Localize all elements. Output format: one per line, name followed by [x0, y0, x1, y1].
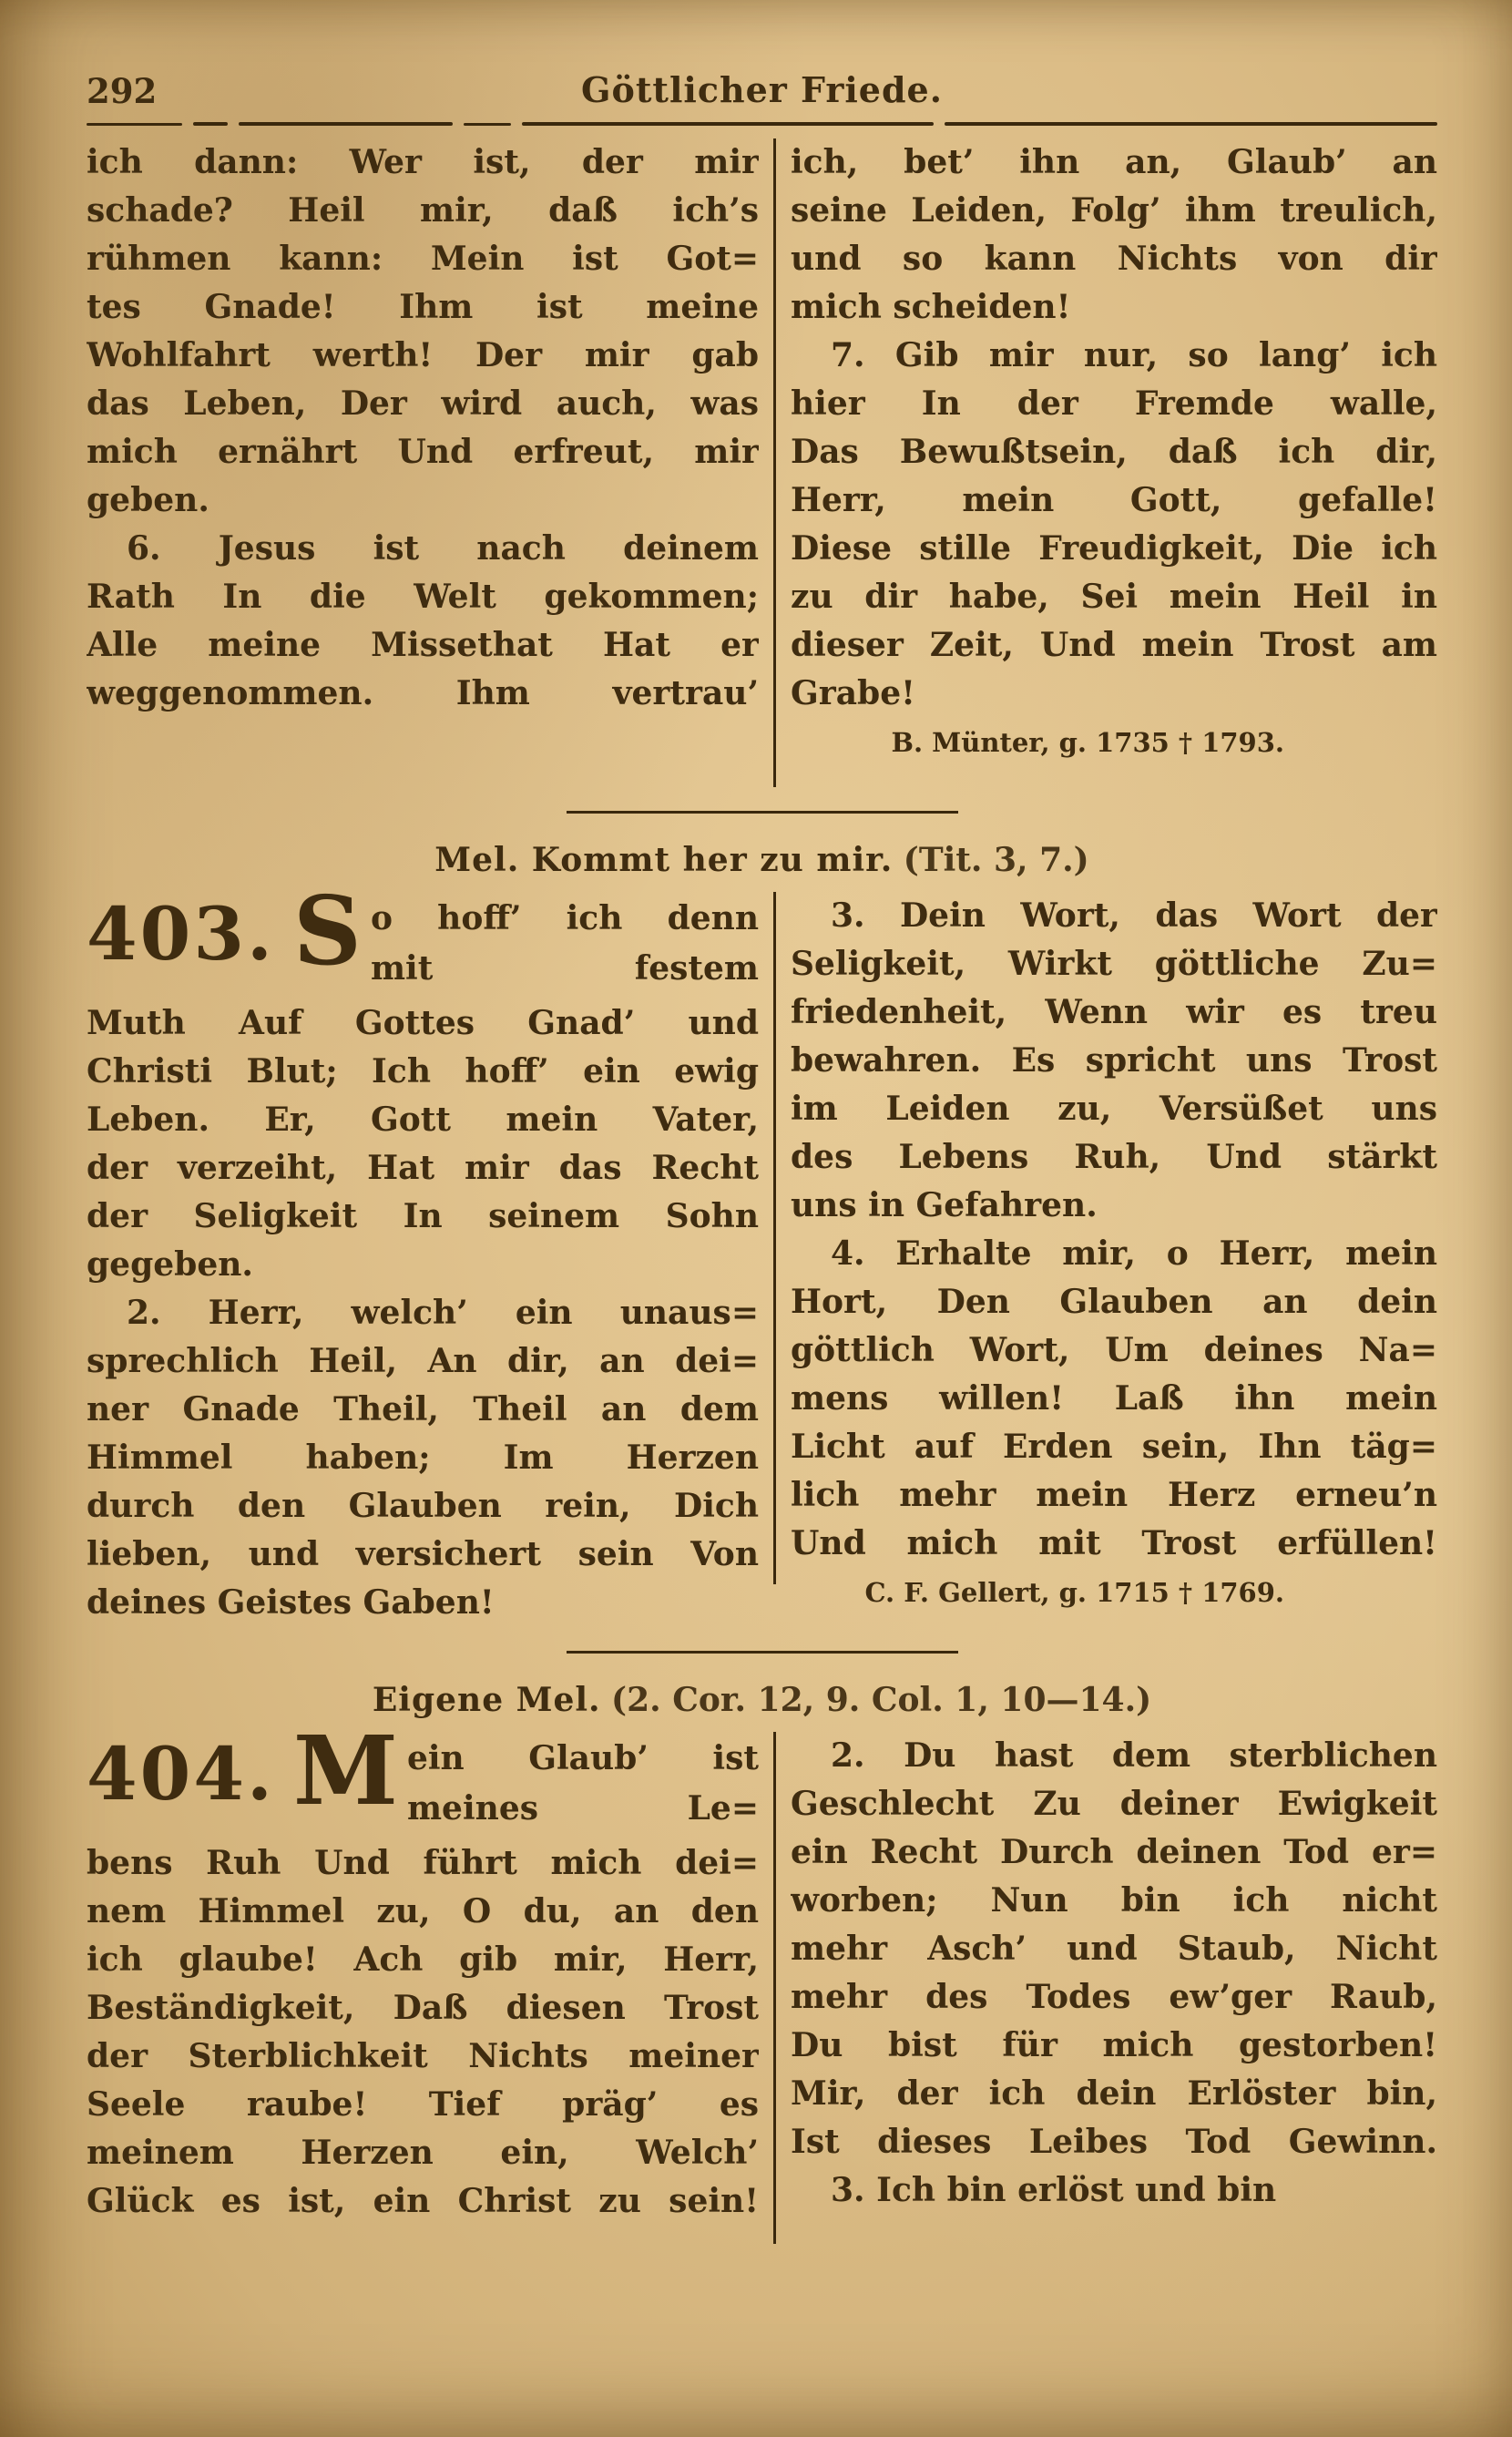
text-line: mich ernährt Und erfreut, mir	[87, 433, 759, 471]
text-line: tes Gnade! Ihm ist meine	[87, 288, 759, 326]
text-line: nem Himmel zu, O du, an den	[87, 1892, 759, 1930]
text-line: Seele raube! Tief präg’ es	[87, 2085, 759, 2124]
melody-heading-404	[87, 1651, 1437, 1719]
text-line: Hort, Den Glauben an dein	[791, 1283, 1437, 1321]
opener-lines	[407, 1732, 759, 1834]
text-line: sprechlich Heil, An dir, an dei=	[87, 1342, 759, 1380]
text-line: geben.	[87, 481, 209, 519]
text-line: meinem Herzen ein, Welch’	[87, 2134, 759, 2172]
text-line: 7. Gib mir nur, so lang’ ich	[831, 336, 1437, 374]
text-line: und so kann Nichts von dir	[791, 240, 1437, 278]
author-attribution: C. F. Gellert, g. 1715 † 1769.	[864, 1577, 1284, 1608]
text-line: 3. Dein Wort, das Wort der	[831, 896, 1437, 935]
text-line: uns in Gefahren.	[791, 1186, 1098, 1224]
column-divider-cell	[759, 892, 791, 1627]
text-line: mit festem	[370, 949, 759, 988]
text-line: ich glaube! Ach gib mir, Herr,	[87, 1940, 759, 1979]
melody-line	[87, 1681, 1437, 1719]
text-line: weggenommen. Ihm vertrau’	[87, 674, 759, 712]
text-line: Beständigkeit, Daß diesen Trost	[87, 1989, 759, 2027]
text-line: Du bist für mich gestorben!	[791, 2026, 1437, 2064]
drop-cap-initial: M	[292, 1732, 398, 1827]
text-line: deines Geistes Gaben!	[87, 1583, 495, 1622]
hymn-opener	[87, 892, 759, 999]
hymn-number: 403.	[87, 892, 275, 977]
section-rule	[567, 1651, 958, 1654]
text-line: worben; Nun bin ich nicht	[791, 1881, 1437, 1920]
column-divider	[773, 892, 776, 1584]
text-line: ich dann: Wer ist, der mir	[87, 143, 759, 181]
text-line: des Lebens Ruh, Und stärkt	[791, 1138, 1437, 1176]
text-line: Das Bewußtsein, daß ich dir,	[791, 433, 1437, 471]
text-line: Himmel haben; Im Herzen	[87, 1439, 759, 1477]
rule-segment	[945, 122, 1437, 126]
text-line: 6. Jesus ist nach deinem	[127, 529, 759, 568]
right-column	[791, 892, 1437, 1627]
melody-title: Eigene Mel.	[372, 1681, 601, 1719]
melody-heading-403	[87, 811, 1437, 879]
text-line: der verzeiht, Hat mir das Recht	[87, 1149, 759, 1187]
left-column	[87, 892, 759, 1627]
text-line: seine Leiden, Folg’ ihm treulich,	[791, 191, 1437, 230]
column-divider-cell	[759, 1732, 791, 2244]
left-column	[87, 1732, 759, 2244]
page-content	[87, 66, 1437, 2244]
hymn-404-section	[87, 1732, 1437, 2244]
text-line: Leben. Er, Gott mein Vater,	[87, 1101, 759, 1139]
author-attribution: B. Münter, g. 1735 † 1793.	[891, 727, 1284, 758]
text-line: mehr Asch’ und Staub, Nicht	[791, 1930, 1437, 1968]
text-line: ein Glaub’ ist	[406, 1739, 759, 1777]
text-line: Diese stille Freudigkeit, Die ich	[791, 529, 1437, 568]
text-line: Licht auf Erden sein, Ihn täg=	[791, 1428, 1437, 1466]
text-line: das Leben, Der wird auch, was	[87, 384, 759, 423]
hymn-continuation-section	[87, 138, 1437, 787]
text-line: bewahren. Es spricht uns Trost	[791, 1041, 1437, 1080]
text-line: bens Ruh Und führt mich dei=	[87, 1844, 759, 1882]
text-line: der Sterblichkeit Nichts meiner	[87, 2037, 759, 2075]
right-column	[791, 138, 1437, 787]
scripture-reference: (Tit. 3, 7.)	[903, 841, 1089, 879]
text-line: Rath In die Welt gekommen;	[87, 578, 759, 616]
text-line: 4. Erhalte mir, o Herr, mein	[831, 1234, 1437, 1273]
right-column	[791, 1732, 1437, 2244]
text-line: Muth Auf Gottes Gnad’ und	[87, 1004, 759, 1042]
rule-segment	[522, 122, 934, 126]
text-line: Glück es ist, ein Christ zu sein!	[87, 2182, 759, 2220]
column-divider	[773, 1732, 776, 2244]
text-line: Grabe!	[791, 674, 915, 712]
text-line: der Seligkeit In seinem Sohn	[87, 1197, 759, 1235]
text-line: friedenheit, Wenn wir es treu	[791, 993, 1437, 1031]
text-line: Herr, mein Gott, gefalle!	[791, 481, 1437, 519]
rule-segment	[464, 123, 511, 126]
column-divider-cell	[759, 138, 791, 787]
text-line: lieben, und versichert sein Von	[87, 1535, 759, 1573]
text-line: im Leiden zu, Versüßet uns	[791, 1090, 1437, 1128]
text-line: ein Recht Durch deinen Tod er=	[791, 1833, 1437, 1871]
text-line: Geschlecht Zu deiner Ewigkeit	[791, 1785, 1437, 1823]
rule-segment	[193, 122, 228, 126]
text-line: Christi Blut; Ich hoff’ ein ewig	[87, 1052, 759, 1091]
text-line: 2. Du hast dem sterblichen	[831, 1736, 1437, 1775]
melody-title: Mel. Kommt her zu mir.	[434, 841, 894, 879]
rule-segment	[87, 123, 182, 126]
hymn-403-section	[87, 892, 1437, 1627]
page-title: Göttlicher Friede.	[581, 69, 943, 110]
text-line: göttlich Wort, Um deines Na=	[791, 1331, 1437, 1369]
text-line: Und mich mit Trost erfüllen!	[791, 1524, 1437, 1562]
page-number: 292	[87, 71, 158, 111]
text-line: Alle meine Missethat Hat er	[87, 626, 759, 664]
text-line: Ist dieses Leibes Tod Gewinn.	[791, 2123, 1437, 2161]
text-line: mich scheiden!	[791, 288, 1071, 326]
text-line: rühmen kann: Mein ist Got=	[87, 240, 759, 278]
hymn-opener	[87, 1732, 759, 1839]
scripture-reference: (2. Cor. 12, 9. Col. 1, 10—14.)	[611, 1681, 1152, 1719]
text-line: lich mehr mein Herz erneu’n	[791, 1476, 1437, 1514]
drop-cap-initial: S	[292, 892, 362, 987]
text-line: Seligkeit, Wirkt göttliche Zu=	[791, 945, 1437, 983]
text-line: schade? Heil mir, daß ich’s	[87, 191, 759, 230]
text-line: gegeben.	[87, 1245, 253, 1284]
text-line: hier In der Fremde walle,	[791, 384, 1437, 423]
page-header	[87, 66, 1437, 113]
hymn-number: 404.	[87, 1732, 275, 1817]
text-line: ich, bet’ ihn an, Glaub’ an	[791, 143, 1437, 181]
column-divider	[773, 138, 776, 787]
melody-line	[87, 841, 1437, 879]
header-rule	[87, 122, 1437, 126]
text-line: durch den Glauben rein, Dich	[87, 1487, 759, 1525]
text-line: zu dir habe, Sei mein Heil in	[791, 578, 1437, 616]
text-line: o hoff’ ich denn	[370, 899, 759, 937]
rule-segment	[239, 122, 453, 126]
left-column	[87, 138, 759, 787]
text-line: Wohlfahrt werth! Der mir gab	[87, 336, 759, 374]
text-line: mehr des Todes ew’ger Raub,	[791, 1978, 1437, 2016]
text-line: Mir, der ich dein Erlöster bin,	[791, 2074, 1437, 2113]
text-line: 3. Ich bin erlöst und bin	[831, 2171, 1277, 2209]
section-rule	[567, 811, 958, 814]
text-line: ner Gnade Theil, Theil an dem	[87, 1390, 759, 1428]
text-line: mens willen! Laß ihn mein	[791, 1379, 1437, 1418]
text-line: dieser Zeit, Und mein Trost am	[791, 626, 1437, 664]
text-line: meines Le=	[406, 1789, 759, 1828]
text-line: 2. Herr, welch’ ein unaus=	[127, 1294, 759, 1332]
opener-lines	[371, 892, 759, 994]
